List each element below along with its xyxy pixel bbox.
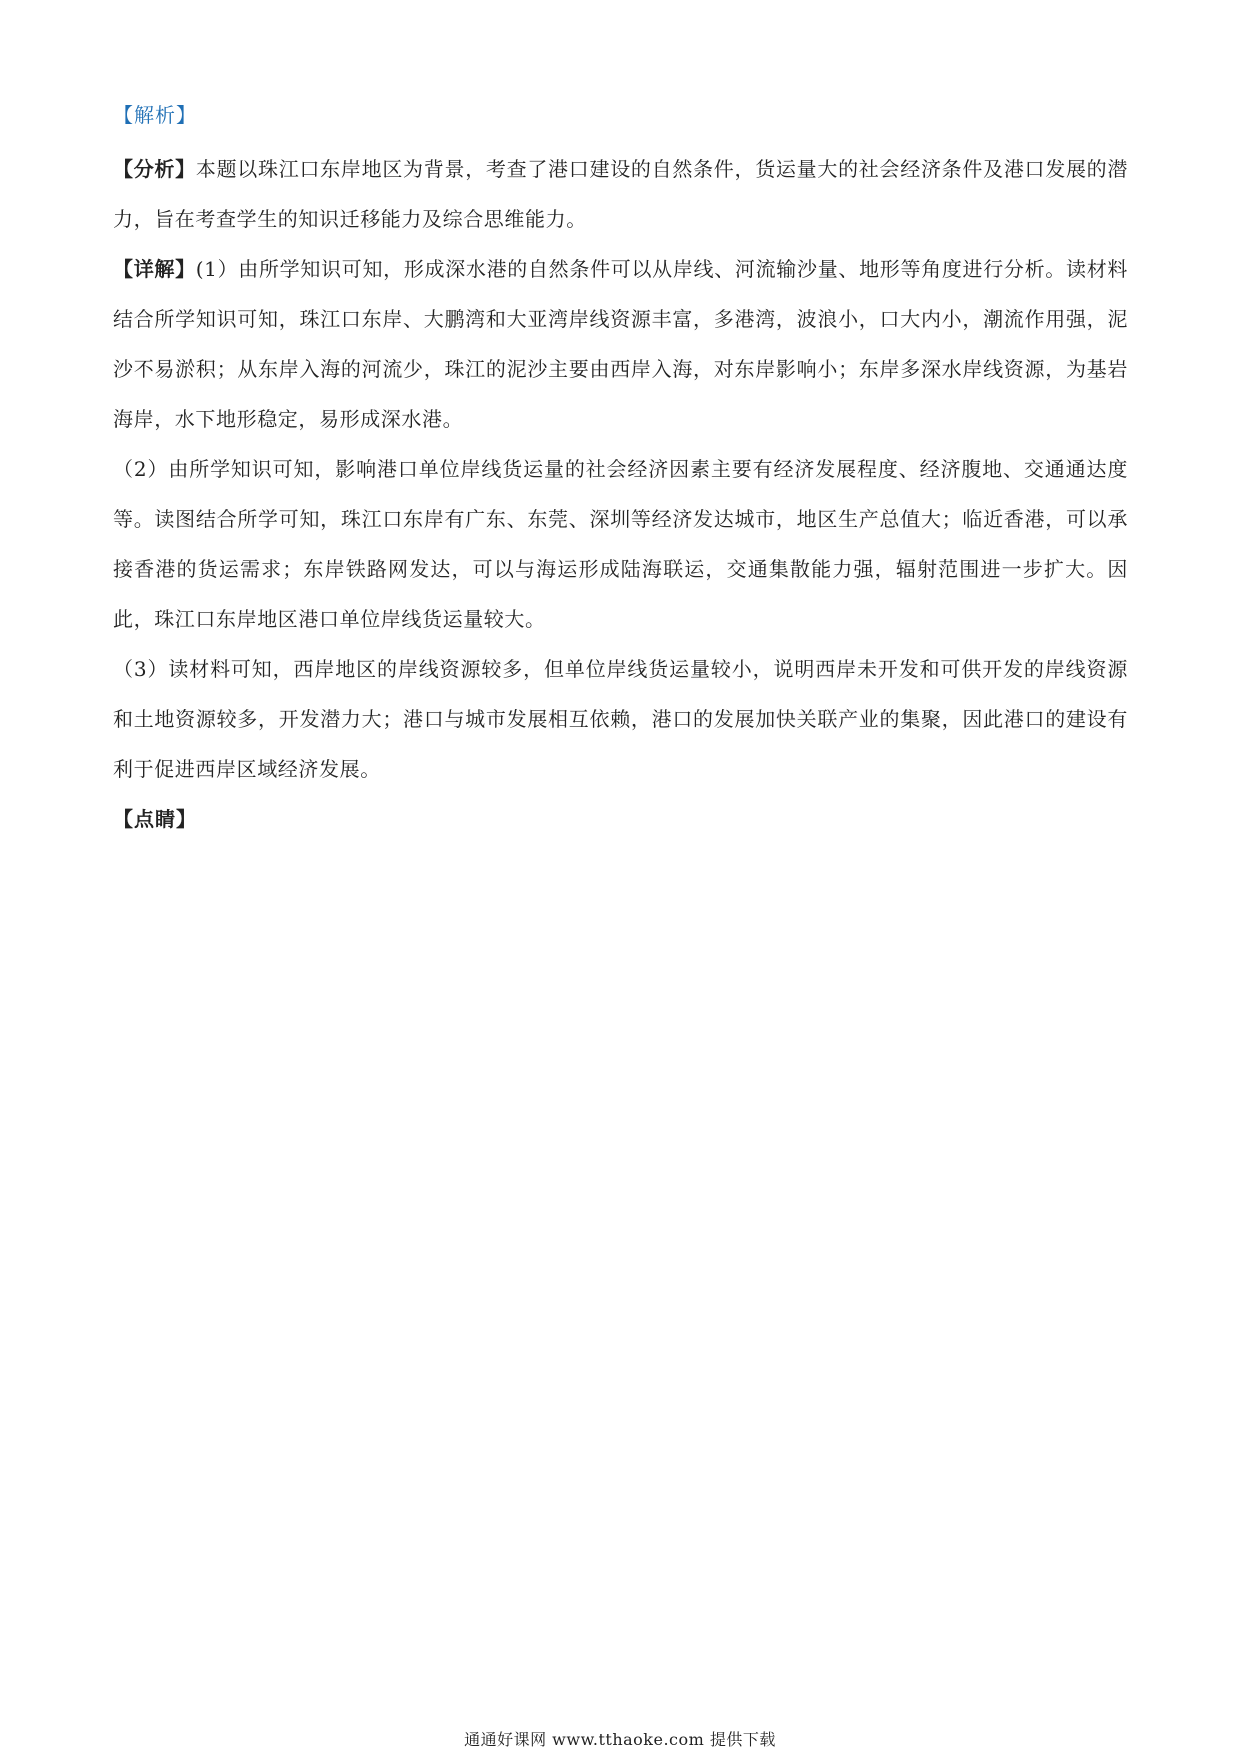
- section-heading-dianjing: 【点睛】: [113, 807, 197, 831]
- details-paragraph-2: （2）由所学知识可知，影响港口单位岸线货运量的社会经济因素主要有经济发展程度、经济腹地、交通通达度等。读图结合所学可知，珠江口东岸有广东、东莞、深圳等经济发达城市，地区生产总值大；临近香港，可以承接香港的货运需求；东岸铁路网发达，可以与海运形成陆海联运，交通集散能力强，辐射范围进一步扩大。因此，珠江口东岸地区港口单位岸线货运量较大。: [113, 457, 1128, 631]
- details-paragraph-3: （3）读材料可知，西岸地区的岸线资源较多，但单位岸线货运量较小，说明西岸未开发和可供开发的岸线资源和土地资源较多，开发潜力大；港口与城市发展相互依赖，港口的发展加快关联产业的集聚，因此港口的建设有利于促进西岸区域经济发展。: [113, 657, 1128, 781]
- details-part1-text: (1）由所学知识可知，形成深水港的自然条件可以从岸线、河流输沙量、地形等角度进行分析。读材料结合所学知识可知，珠江口东岸、大鹏湾和大亚湾岸线资源丰富，多港湾，波浪小，口大内小，潮流作用强，泥沙不易淤积；从东岸入海的河流少，珠江的泥沙主要由西岸入海，对东岸影响小；东岸多深水岸线资源，为基岩海岸，水下地形稳定，易形成深水港。: [113, 257, 1128, 431]
- analysis-text: 本题以珠江口东岸地区为背景，考查了港口建设的自然条件，货运量大的社会经济条件及港口发展的潜力，旨在考查学生的知识迁移能力及综合思维能力。: [113, 157, 1129, 231]
- analysis-paragraph: [113, 144, 1128, 244]
- analysis-tag: 【分析】: [113, 157, 196, 181]
- answer-content: [113, 100, 1128, 844]
- details-paragraph-1: [113, 244, 1128, 444]
- section-heading-jiexi: 【解析】: [113, 103, 197, 127]
- page-footer: 通通好课网 www.tthaoke.com 提供下载: [464, 1730, 776, 1749]
- details-tag: 【详解】: [113, 257, 196, 281]
